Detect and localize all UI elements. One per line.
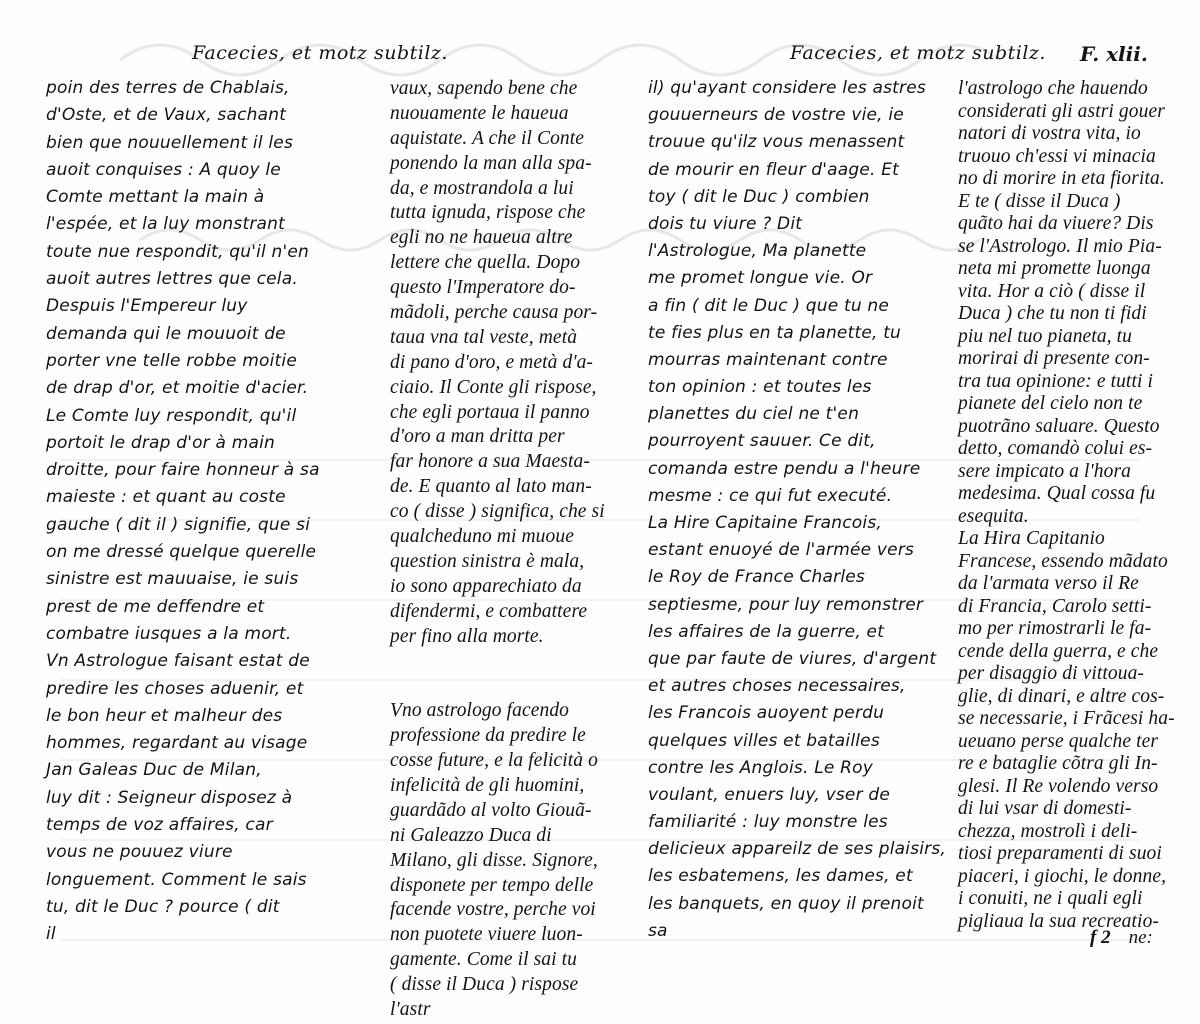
text-line: a fin ( dit le Duc ) que tu ne bbox=[648, 295, 890, 316]
text-line: auoit conquises : A quoy le bbox=[46, 159, 281, 180]
text-line: de mourir en fleur d'aage. Et bbox=[648, 159, 900, 180]
text-line: ueuano perse qualche ter bbox=[958, 730, 1159, 752]
paragraph-gap bbox=[390, 675, 590, 700]
text-line: l'astrologo che hauendo bbox=[958, 78, 1148, 99]
text-line: cosse future, e la felicità o bbox=[390, 750, 598, 772]
text-line: te fies plus en ta planette, tu bbox=[648, 322, 902, 343]
text-line: predire les choses aduenir, et bbox=[46, 678, 304, 699]
text-line: tiosi preparamenti di suoi bbox=[958, 843, 1162, 864]
text-line: d'Oste, et de Vaux, sachant bbox=[46, 105, 287, 126]
text-line: et autres choses necessaires, bbox=[648, 676, 906, 697]
text-line: La Hira Capitanio bbox=[958, 528, 1105, 549]
text-line: il bbox=[46, 924, 56, 945]
text-line: hommes, regardant au visage bbox=[46, 733, 308, 754]
text-line: trouue qu'ilz vous menassent bbox=[648, 132, 905, 153]
text-line: qualcheduno mi muoue bbox=[390, 526, 574, 548]
text-line: d'oro a man dritta per bbox=[390, 426, 565, 448]
text-line: portoit le drap d'or à main bbox=[46, 432, 275, 453]
text-line: truouo ch'essi vi minacia bbox=[958, 145, 1156, 167]
text-line: glesi. Il Re volendo verso bbox=[958, 775, 1159, 797]
text-line: Jan Galeas Duc de Milan, bbox=[46, 760, 262, 781]
text-line: detto, comandò colui es- bbox=[958, 438, 1153, 459]
text-line: l'astr bbox=[390, 998, 431, 1020]
right-page bbox=[600, 0, 1200, 998]
french-column bbox=[648, 78, 958, 948]
text-line: contre les Anglois. Le Roy bbox=[648, 757, 873, 778]
text-line: mesme : ce qui fut executé. bbox=[648, 485, 893, 506]
text-line: gamente. Come il sai tu bbox=[390, 949, 577, 971]
running-head: Facecies, et motz subtilz. bbox=[790, 42, 1046, 64]
text-line: sere impicato a l'hora bbox=[958, 460, 1132, 482]
text-line: re e bataglie cõtra gli In- bbox=[958, 753, 1158, 774]
text-line: questo l'Imperatore do- bbox=[390, 277, 576, 299]
text-line: de. E quanto al lato man- bbox=[390, 476, 592, 498]
text-line: demanda qui le mouuoit de bbox=[46, 323, 286, 344]
text-line: longuement. Comment le sais bbox=[46, 869, 307, 890]
text-line: professione da predire le bbox=[390, 725, 586, 747]
text-line: pianete del cielo non te bbox=[958, 393, 1143, 414]
text-line: delicieux appareilz de ses plaisirs, bbox=[648, 839, 947, 860]
text-line: E te ( disse il Duca ) bbox=[958, 190, 1121, 212]
text-line: Milano, gli disse. Signore, bbox=[390, 849, 598, 871]
text-line: di lui vsar di domesti- bbox=[958, 798, 1132, 819]
text-line: question sinistra è mala, bbox=[390, 550, 585, 572]
text-line: Despuis l'Empereur luy bbox=[46, 296, 248, 317]
signature-mark: f 2 bbox=[1090, 927, 1111, 948]
text-line: di pano d'oro, e metà d'a- bbox=[390, 351, 594, 373]
text-line: ton opinion : et toutes les bbox=[648, 377, 872, 398]
text-line: on me dressé quelque querelle bbox=[46, 542, 317, 563]
text-line: i conuiti, ne i quali egli bbox=[958, 888, 1143, 909]
text-line: per fino alla morte. bbox=[390, 625, 544, 647]
text-line: que par faute de viures, d'argent bbox=[648, 648, 937, 669]
text-line: poin des terres de Chablais, bbox=[46, 78, 290, 98]
text-line: per disaggio di vittoua- bbox=[958, 663, 1145, 684]
text-line: ni Galeazzo Duca di bbox=[390, 824, 552, 846]
text-line: droitte, pour faire honneur à sa bbox=[46, 460, 320, 481]
text-line: Vn Astrologue faisant estat de bbox=[46, 651, 310, 672]
text-line: gauche ( dit il ) signifie, que si bbox=[46, 514, 311, 535]
text-line: tutta ignuda, rispose che bbox=[390, 202, 586, 224]
text-line: ciaio. Il Conte gli rispose, bbox=[390, 376, 597, 398]
text-line: taua vna tal veste, metà bbox=[390, 326, 578, 348]
text-line: familiarité : luy monstre les bbox=[648, 812, 888, 833]
text-line: da, e mostrandola a lui bbox=[390, 177, 574, 199]
text-line: septiesme, pour luy remonstrer bbox=[648, 594, 924, 615]
text-line: natori di vostra vita, io bbox=[958, 123, 1141, 144]
text-line: nuouamente le haueua bbox=[390, 102, 569, 124]
text-line: far honore a sua Maesta- bbox=[390, 451, 590, 473]
text-line: piu nel tuo pianeta, tu bbox=[958, 325, 1132, 347]
text-line: vita. Hor a ciò ( disse il bbox=[958, 280, 1146, 302]
text-line: esequita. bbox=[958, 505, 1029, 527]
text-line: vaux, sapendo bene che bbox=[390, 78, 578, 99]
text-line: facende vostre, perche voi bbox=[390, 899, 596, 921]
text-line: glie, di dinari, e altre cos- bbox=[958, 685, 1165, 707]
text-line: l'Astrologue, Ma planette bbox=[648, 241, 867, 262]
text-line: Duca ) che tu non ti fidi bbox=[958, 303, 1147, 324]
text-line: bien que nouuellement il les bbox=[46, 132, 294, 153]
text-line: mãdoli, perche causa por- bbox=[390, 302, 598, 324]
text-line: neta mi promette luonga bbox=[958, 258, 1151, 279]
catchword: ne: bbox=[1128, 927, 1153, 948]
text-line: ponendo la man alla spa- bbox=[390, 152, 592, 174]
text-line: toute nue respondit, qu'il n'en bbox=[46, 241, 310, 262]
folio-number: F. xlii. bbox=[1080, 42, 1148, 66]
text-line: gouuerneurs de vostre vie, ie bbox=[648, 105, 904, 126]
text-line: piaceri, i giochi, le donne, bbox=[958, 865, 1167, 887]
text-line: l'espée, et la luy monstrant bbox=[46, 214, 285, 235]
text-line: combatre iusques a la mort. bbox=[46, 623, 292, 644]
text-line: chezza, mostrolì i deli- bbox=[958, 820, 1138, 842]
text-line: disponete per tempo delle bbox=[390, 874, 594, 896]
text-line: temps de voz affaires, car bbox=[46, 815, 273, 836]
text-line: estant enuoyé de l'armée vers bbox=[648, 540, 915, 561]
running-head: Facecies, et motz subtilz. bbox=[192, 42, 448, 64]
text-line: quelques villes et batailles bbox=[648, 730, 880, 751]
text-line: morirai di presente con- bbox=[958, 348, 1150, 369]
text-line: infelicità de gli huomini, bbox=[390, 774, 585, 796]
text-line: che egli portaua il panno bbox=[390, 401, 590, 423]
text-line: La Hire Capitaine Francois, bbox=[648, 513, 882, 533]
text-line: Comte mettant la main à bbox=[46, 187, 265, 208]
signature-and-catchword bbox=[1090, 927, 1153, 949]
italian-column bbox=[958, 78, 1193, 933]
french-column bbox=[46, 78, 356, 952]
text-line: medesima. Qual cossa fu bbox=[958, 483, 1156, 504]
text-line: dois tu viure ? Dit bbox=[648, 213, 803, 234]
text-line: les affaires de la guerre, et bbox=[648, 621, 885, 642]
text-line: les banquets, en quoy il prenoit bbox=[648, 893, 924, 914]
text-line: prest de me deffendre et bbox=[46, 596, 265, 617]
text-line: toy ( dit le Duc ) combien bbox=[648, 186, 870, 207]
text-line: io sono apparechiato da bbox=[390, 575, 582, 597]
text-line: les Francois auoyent perdu bbox=[648, 703, 885, 724]
text-line: sinistre est mauuaise, ie suis bbox=[46, 569, 299, 590]
text-line: sa bbox=[648, 920, 668, 941]
text-line: non puotete viuere luon- bbox=[390, 924, 583, 946]
text-line: aquistate. A che il Conte bbox=[390, 127, 585, 149]
text-line: ( disse il Duca ) rispose bbox=[390, 974, 579, 996]
text-line: comanda estre pendu a l'heure bbox=[648, 458, 921, 479]
text-line: le Roy de France Charles bbox=[648, 567, 865, 588]
text-line: planettes du ciel ne t'en bbox=[648, 404, 860, 425]
text-line: Francese, essendo mãdato bbox=[958, 550, 1168, 572]
text-line: quãto hai da viuere? Dis bbox=[958, 213, 1154, 234]
paragraph-gap bbox=[390, 650, 590, 675]
text-line: pourroyent sauuer. Ce dit, bbox=[648, 431, 876, 452]
text-line: maieste : et quant au coste bbox=[46, 487, 286, 508]
text-line: puotrãno saluare. Questo bbox=[958, 415, 1160, 437]
text-line: cende della guerra, e che bbox=[958, 640, 1159, 662]
text-line: guardãdo al volto Giouã- bbox=[390, 799, 592, 821]
text-line: da l'armata verso il Re bbox=[958, 573, 1139, 594]
text-line: mo per rimostrarli le fa- bbox=[958, 618, 1152, 639]
text-line: co ( disse ) significa, che si bbox=[390, 501, 605, 523]
text-line: de drap d'or, et moitie d'acier. bbox=[46, 378, 309, 399]
text-line: se necessarie, i Frãcesi ha- bbox=[958, 708, 1175, 729]
text-line: porter vne telle robbe moitie bbox=[46, 350, 297, 371]
text-line: egli no ne haueua altre bbox=[390, 227, 573, 249]
text-line: mourras maintenant contre bbox=[648, 349, 888, 370]
text-line: Vno astrologo facendo bbox=[390, 700, 570, 722]
text-line: voulant, enuers luy, vser de bbox=[648, 784, 891, 805]
text-line: difendermi, e combattere bbox=[390, 600, 588, 622]
text-line: auoit autres lettres que cela. bbox=[46, 269, 298, 290]
text-line: les esbatemens, les dames, et bbox=[648, 866, 913, 887]
text-line: Le Comte luy respondit, qu'il bbox=[46, 405, 297, 426]
text-line: vous ne pouuez viure bbox=[46, 842, 233, 863]
text-line: se l'Astrologo. Il mio Pia- bbox=[958, 235, 1162, 257]
text-line: tra tua opinione: e tutti i bbox=[958, 370, 1153, 392]
text-line: tu, dit le Duc ? pource ( dit bbox=[46, 896, 280, 917]
text-line: considerati gli astri gouer bbox=[958, 100, 1165, 122]
text-line: il) qu'ayant considere les astres bbox=[648, 78, 926, 98]
italian-column bbox=[390, 78, 605, 1024]
text-line: le bon heur et malheur des bbox=[46, 705, 283, 726]
text-line: pigliaua la sua recreatio- bbox=[958, 910, 1160, 932]
text-line: lettere che quella. Dopo bbox=[390, 252, 581, 274]
text-line: di Francia, Carolo setti- bbox=[958, 595, 1152, 617]
text-line: me promet longue vie. Or bbox=[648, 268, 873, 289]
text-line: luy dit : Seigneur disposez à bbox=[46, 787, 293, 808]
text-line: no di morire in eta fiorita. bbox=[958, 168, 1165, 189]
